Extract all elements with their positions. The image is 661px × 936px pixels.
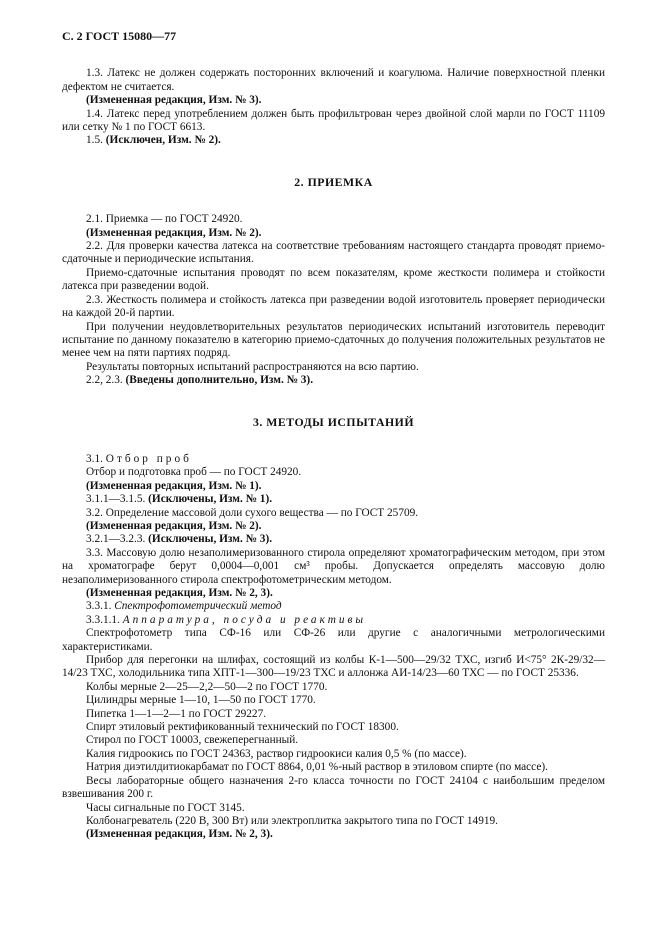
- clause-2-3: 2.3. Жесткость полимера и стойкость латекса при разведении водой изготовитель проверяет периодически на каждой 20-й партии.: [62, 293, 605, 320]
- clause-2-2-2-3: [62, 374, 605, 387]
- amendment-note: (Измененная редакция, Изм. № 2, 3).: [86, 828, 273, 841]
- reagent-spirit: Спирт этиловый ректификованный технический по ГОСТ 18300.: [86, 721, 399, 734]
- section-2-title: 2. ПРИЕМКА: [294, 174, 373, 189]
- clause-3-3: 3.3. Массовую долю незаполимеризованного стирола определяют хроматографическим методом, при этом на хроматографе берут 0,0004—0,001 см³ пробы. Допускается определять массовую долю незаполимеризованного стирола спектрофотометрическим методом.: [62, 546, 605, 586]
- clause-heading-spaced: Аппаратура, посуда и реактивы: [122, 613, 367, 626]
- section-1-continuation: [62, 67, 605, 147]
- clause-1-3: 1.3. Латекс не должен содержать посторонних включений и коагулюма. Наличие поверхностной пленки дефектом не считается.: [62, 67, 605, 93]
- clause-2-2: 2.2. Для проверки качества латекса на соответствие требованиям настоящего стандарта проводят приемо-сдаточные и периодические испытания.: [62, 240, 605, 266]
- clause-2-3-text-2: Результаты повторных испытаний распространяются на всю партию.: [86, 360, 419, 373]
- clause-heading-italic: Спектрофотометрический метод: [114, 600, 282, 613]
- amendment-note: (Введены дополнительно, Изм. № 3).: [125, 374, 314, 387]
- equipment-distillation: Прибор для перегонки на шлифах, состоящий из колбы К-1—500—29/32 ТХС, изгиб И<75° 2К-29/32—14/23 ТХС, холодильника типа ХПТ-1—300—19/23 ТХС и аллонжа АИ-14/23—60 ТХС — по ГОСТ 25336.: [62, 654, 605, 680]
- amendment-note: (Измененная редакция, Изм. № 3).: [86, 94, 262, 107]
- amendment-note: (Исключен, Изм. № 2).: [105, 134, 221, 147]
- clause-2-2-text: Приемо-сдаточные испытания проводят по всем показателям, кроме жесткости полимера и стойкости латекса при разведении водой.: [62, 266, 605, 293]
- equipment-clock: Часы сигнальные по ГОСТ 3145.: [86, 801, 245, 814]
- section-3: [62, 453, 605, 842]
- equipment-pipette: Пипетка 1—1—2—1 по ГОСТ 29227.: [86, 707, 267, 720]
- section-2: [62, 213, 605, 387]
- amendment-note: (Исключены, Изм. № 3).: [148, 533, 273, 546]
- clause-3-1: [62, 453, 605, 466]
- clause-number: 1.5.: [86, 134, 103, 147]
- clause-heading-spaced: Отбор проб: [105, 452, 192, 465]
- clause-3-3-1-1: [62, 614, 605, 627]
- amendment-note: (Исключены, Изм. № 1).: [148, 493, 273, 506]
- amendment-note: (Измененная редакция, Изм. № 2).: [86, 519, 262, 532]
- section-3-title: 3. МЕТОДЫ ИСПЫТАНИЙ: [252, 414, 415, 429]
- clause-2-3-text: При получении неудовлетворительных результатов периодических испытаний изготовитель переводит испытание по данному показателю в категорию приемо-сдаточных до получения положительных результатов не менее чем на пяти партиях подряд.: [62, 320, 605, 360]
- amendment-note: (Измененная редакция, Изм. № 1).: [86, 479, 262, 492]
- equipment-flasks: Колбы мерные 2—25—2,2—50—2 по ГОСТ 1770.: [86, 680, 328, 693]
- clause-3-2-1: [62, 533, 605, 546]
- clause-number: 2.2, 2.3.: [86, 374, 123, 387]
- amendment-note: (Измененная редакция, Изм. № 2, 3).: [86, 587, 273, 599]
- reagent-sodium: Натрия диэтилдитиокарбамат по ГОСТ 8864, 0,01 %-ный раствор в этиловом спирте (по массе).: [86, 761, 548, 774]
- equipment-scales: Весы лабораторные общего назначения 2-го класса точности по ГОСТ 24104 с наибольшим пределом взвешивания 200 г.: [62, 774, 605, 801]
- clause-number: 3.3.1.: [86, 600, 112, 613]
- amendment-note: (Измененная редакция, Изм. № 2).: [86, 226, 262, 239]
- equipment-spectrophotometer: Спектрофотометр типа СФ-16 или СФ-26 или другие с аналогичными метрологическими характеристиками.: [62, 627, 605, 653]
- clause-3-1-text: Отбор и подготовка проб — по ГОСТ 24920.: [86, 466, 302, 479]
- clause-3-3-1: [62, 600, 605, 613]
- clause-2-1: 2.1. Приемка — по ГОСТ 24920.: [86, 213, 243, 226]
- clause-3-2: 3.2. Определение массовой доли сухого вещества — по ГОСТ 25709.: [86, 506, 419, 519]
- clause-1-5: [62, 134, 605, 147]
- clause-1-4: 1.4. Латекс перед употреблением должен быть профильтрован через двойной слой марли по ГОСТ 11109 или сетку № 1 по ГОСТ 6613.: [62, 107, 605, 134]
- reagent-koh: Калия гидроокись по ГОСТ 24363, раствор гидроокиси калия 0,5 % (по массе).: [86, 747, 467, 760]
- clause-number: 3.3.1.1.: [86, 613, 120, 626]
- clause-number: 3.2.1—3.2.3.: [86, 533, 146, 546]
- clause-number: 3.1.1—3.1.5.: [86, 493, 146, 506]
- clause-number: 3.1.: [86, 452, 103, 465]
- equipment-cylinders: Цилиндры мерные 1—10, 1—50 по ГОСТ 1770.: [86, 694, 316, 707]
- clause-3-1-1: [62, 493, 605, 506]
- equipment-heater: Колбонагреватель (220 В, 300 Вт) или электроплитка закрытого типа по ГОСТ 14919.: [86, 814, 498, 827]
- page-header: С. 2 ГОСТ 15080—77: [62, 29, 177, 43]
- reagent-styrene: Стирол по ГОСТ 10003, свежеперегнанный.: [86, 734, 299, 747]
